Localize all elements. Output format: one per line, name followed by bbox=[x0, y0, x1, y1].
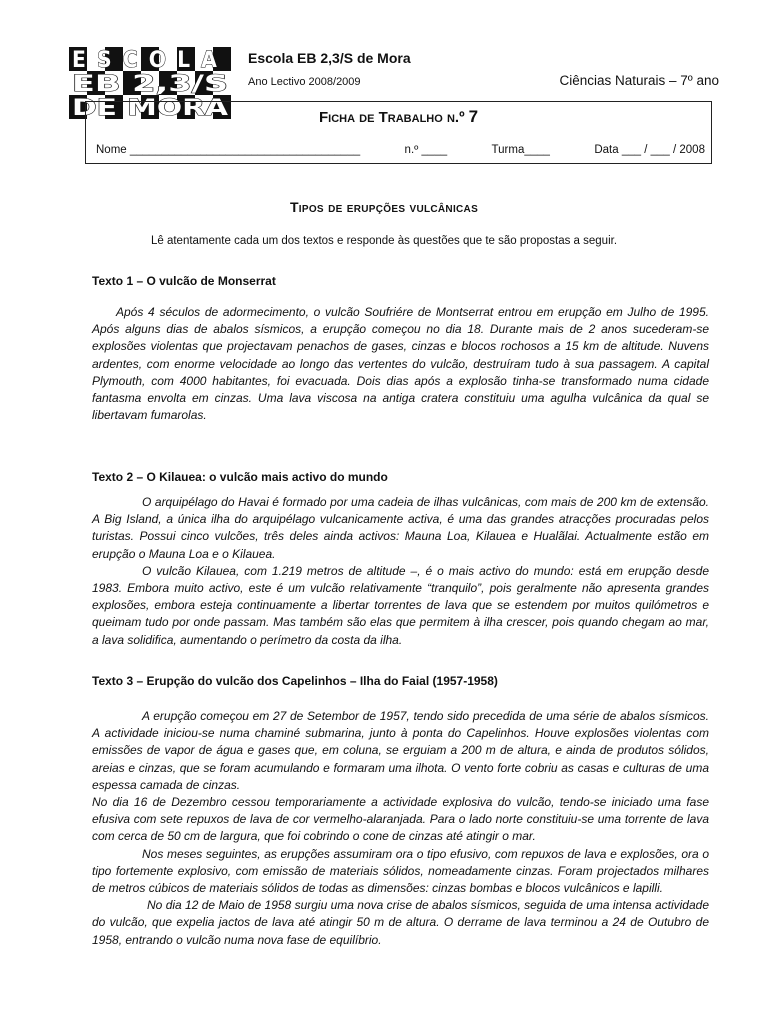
text-2-paragraph: O arquipélago do Havai é formado por uma cadeia de ilhas vulcânicas, com mais de 200 km de extensão. A Big Island, a única ilha do arquipélago vulcanicamente activa, é uma das grandes atracções procuradas pelos turistas. Possui cinco vulcões, três deles ainda activos: Mauna Loa, Kilauea e Hualãlai. Actualmente estão em erupção o Mauna Loa e o Kilauea. bbox=[92, 495, 709, 561]
text-2-paragraph: O vulcão Kilauea, com 1.219 metros de altitude –, é o mais activo do mundo: está em erupção desde 1983. Embora muito activo, este é um vulcão relativamente “tranquilo”, pois geralmente não apresenta grandes explosões, embora esteja continuamente a libertar torrentes de lava que se estendem por muitos quilómetros e queimam tudo por onde passam. Mas também são elas que permitem à ilha crescer, pois quando chegam ao mar, a lava solidifica, aumentando o perímetro da costa da ilha. bbox=[92, 563, 709, 647]
school-name: Escola EB 2,3/S de Mora bbox=[248, 50, 411, 66]
logo-text-eb: EB 2,3/S bbox=[72, 72, 228, 97]
document-title: Tipos de erupções vulcânicas bbox=[289, 199, 479, 215]
number-field: n.º ____ bbox=[404, 144, 448, 156]
name-field: Nome ____________________________________ bbox=[96, 144, 361, 156]
school-year: Ano Lectivo 2008/2009 bbox=[248, 76, 361, 88]
text-1-paragraph: Após 4 séculos de adormecimento, o vulcão Soufriére de Montserrat entrou em erupção em Julho de 1995. Após alguns dias de abalos sísmicos, a erupção começou no dia 18. Durante mais de 2 anos sucederam-se explosões violentas que projectavam penachos de gases, cinzas e blocos rochosos a 15 km de altitude. Nuvens ardentes, com enorme velocidade ao longo das vertentes do vulcão, destruíram tudo à sua passagem. A capital Plymouth, com 4000 habitantes, foi evacuada. Dois dias após a explosão tinha-se transformado numa cidade fantasma envolta em cinzas. Uma lava viscosa na antiga cratera constituiu uma agulha vulcânica da qual se libertavam fumarolas. bbox=[92, 305, 709, 423]
text-3-paragraph: A erupção começou em 27 de Setembor de 1957, tendo sido precedida de uma série de abalos sísmicos. A actividade iniciou-se numa chaminé submarina, junto à ponta do Capelinhos. Houve explosões violentas com emissões de vapor de água e gases que, em coluna, se erguiam a 200 m de altura, e ainda de produtos sólidos, areias e cinzas, que se foram acumulando e formaram uma ilhota. O vento forte cobriu as casas e culturas de uma espessa camada de cinzas. bbox=[92, 709, 709, 792]
instruction-text: Lê atentamente cada um dos textos e responde às questões que te são propostas a seguir. bbox=[150, 235, 618, 247]
worksheet-number: 7 bbox=[468, 107, 479, 126]
text-2-heading: Texto 2 – O Kilauea: o vulcão mais activo do mundo bbox=[92, 470, 388, 484]
text-2-body bbox=[92, 494, 709, 649]
text-3-paragraph: No dia 12 de Maio de 1958 surgiu uma nova crise de abalos sísmicos, seguida de uma intensa actividade do vulcão, que expelia jactos de lava até atingir 50 m de altura. O derrame de lava terminou a 24 de Outubro de 1958, entrando o vulcão numa nova fase de equilíbrio. bbox=[92, 898, 709, 947]
logo-text-de-mora: DE MORA bbox=[72, 96, 228, 119]
text-3-heading: Texto 3 – Erupção do vulcão dos Capelinhos – Ilha do Faial (1957-1958) bbox=[92, 674, 498, 688]
student-fields bbox=[96, 144, 705, 156]
text-1-heading: Texto 1 – O vulcão de Monserrat bbox=[92, 274, 276, 288]
text-1-body bbox=[92, 304, 709, 424]
logo-text-escola: ESCOLA bbox=[72, 48, 228, 73]
date-field: Data ___ / ___ / 2008 bbox=[594, 144, 705, 156]
text-3-body bbox=[92, 708, 709, 949]
worksheet-header-box bbox=[85, 101, 712, 164]
worksheet-title bbox=[86, 107, 711, 127]
text-3-paragraph: No dia 16 de Dezembro cessou temporariamente a actividade explosiva do vulcão, tendo-se iniciado uma fase efusiva com sete repuxos de lava de cor vermelho-alaranjada. Para o lado norte constituiu-se uma torrente de lava com cerca de 50 cm de largura, que foi cobrindo o cone de cinzas até atingir o mar. bbox=[92, 795, 709, 844]
class-field: Turma____ bbox=[491, 144, 550, 156]
subject-label: Ciências Naturais – 7º ano bbox=[559, 73, 719, 88]
worksheet-title-text: Ficha de Trabalho n.º bbox=[318, 109, 465, 126]
text-3-paragraph: Nos meses seguintes, as erupções assumiram ora o tipo efusivo, com repuxos de lava e explosões, ora o tipo fortemente explosivo, com emissão de materiais sólidos, nomeadamente cinzas. Foram projectados milhares de metros cúbicos de materiais sólidos de todas as dimensões: cinzas bombas e blocos vulcânicos e lapilli. bbox=[92, 846, 709, 896]
